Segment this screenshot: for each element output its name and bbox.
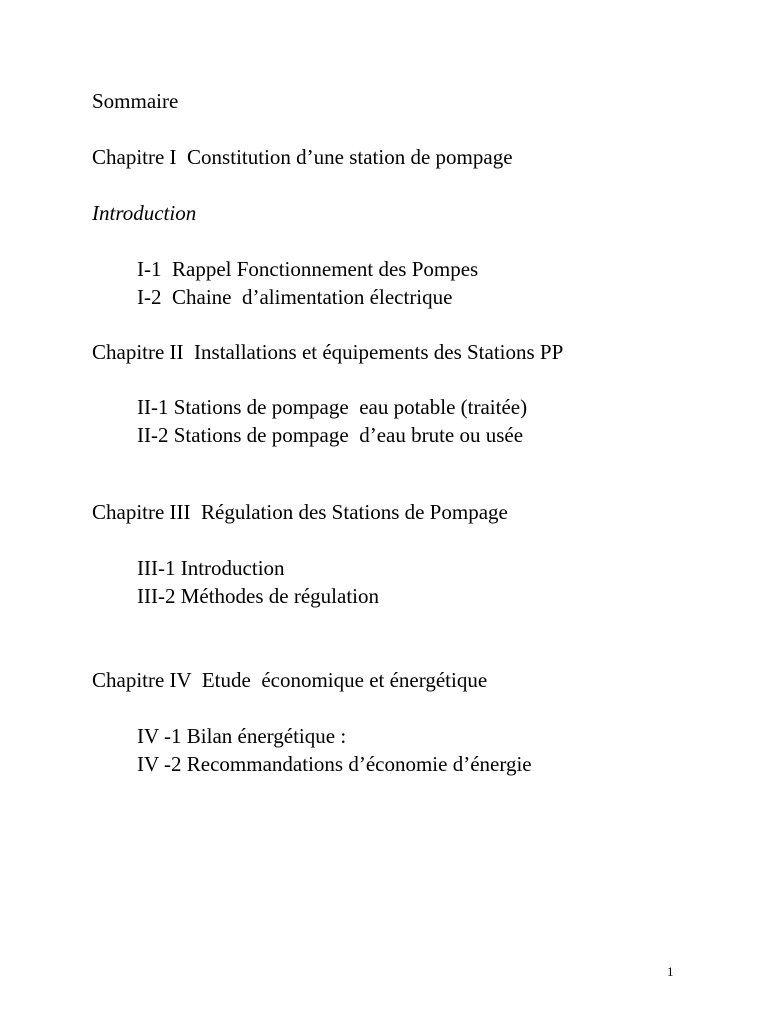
chapter-2-title: Chapitre II Installations et équipements des Stations PP	[92, 340, 564, 364]
section-iii-2: III-2 Méthodes de régulation	[137, 584, 380, 608]
section-iv-1: IV -1 Bilan énergétique :	[137, 724, 347, 748]
chapter-4-title: Chapitre IV Etude économique et énergétique	[92, 668, 488, 692]
section-ii-1: II-1 Stations de pompage eau potable (traitée)	[137, 395, 528, 419]
section-iii-1: III-1 Introduction	[137, 556, 285, 580]
section-iv-2: IV -2 Recommandations d’économie d’énergie	[137, 752, 532, 776]
chapter-1-title: Chapitre I Constitution d’une station de pompage	[92, 145, 513, 169]
section-i-2: I-2 Chaine d’alimentation électrique	[137, 285, 453, 309]
chapter-1-introduction: Introduction	[92, 201, 197, 225]
section-ii-2: II-2 Stations de pompage d’eau brute ou usée	[137, 423, 524, 447]
chapter-3-title: Chapitre III Régulation des Stations de Pompage	[92, 500, 508, 524]
document-heading: Sommaire	[92, 89, 179, 113]
page-number: 1	[667, 964, 674, 979]
section-i-1: I-1 Rappel Fonctionnement des Pompes	[137, 257, 479, 281]
